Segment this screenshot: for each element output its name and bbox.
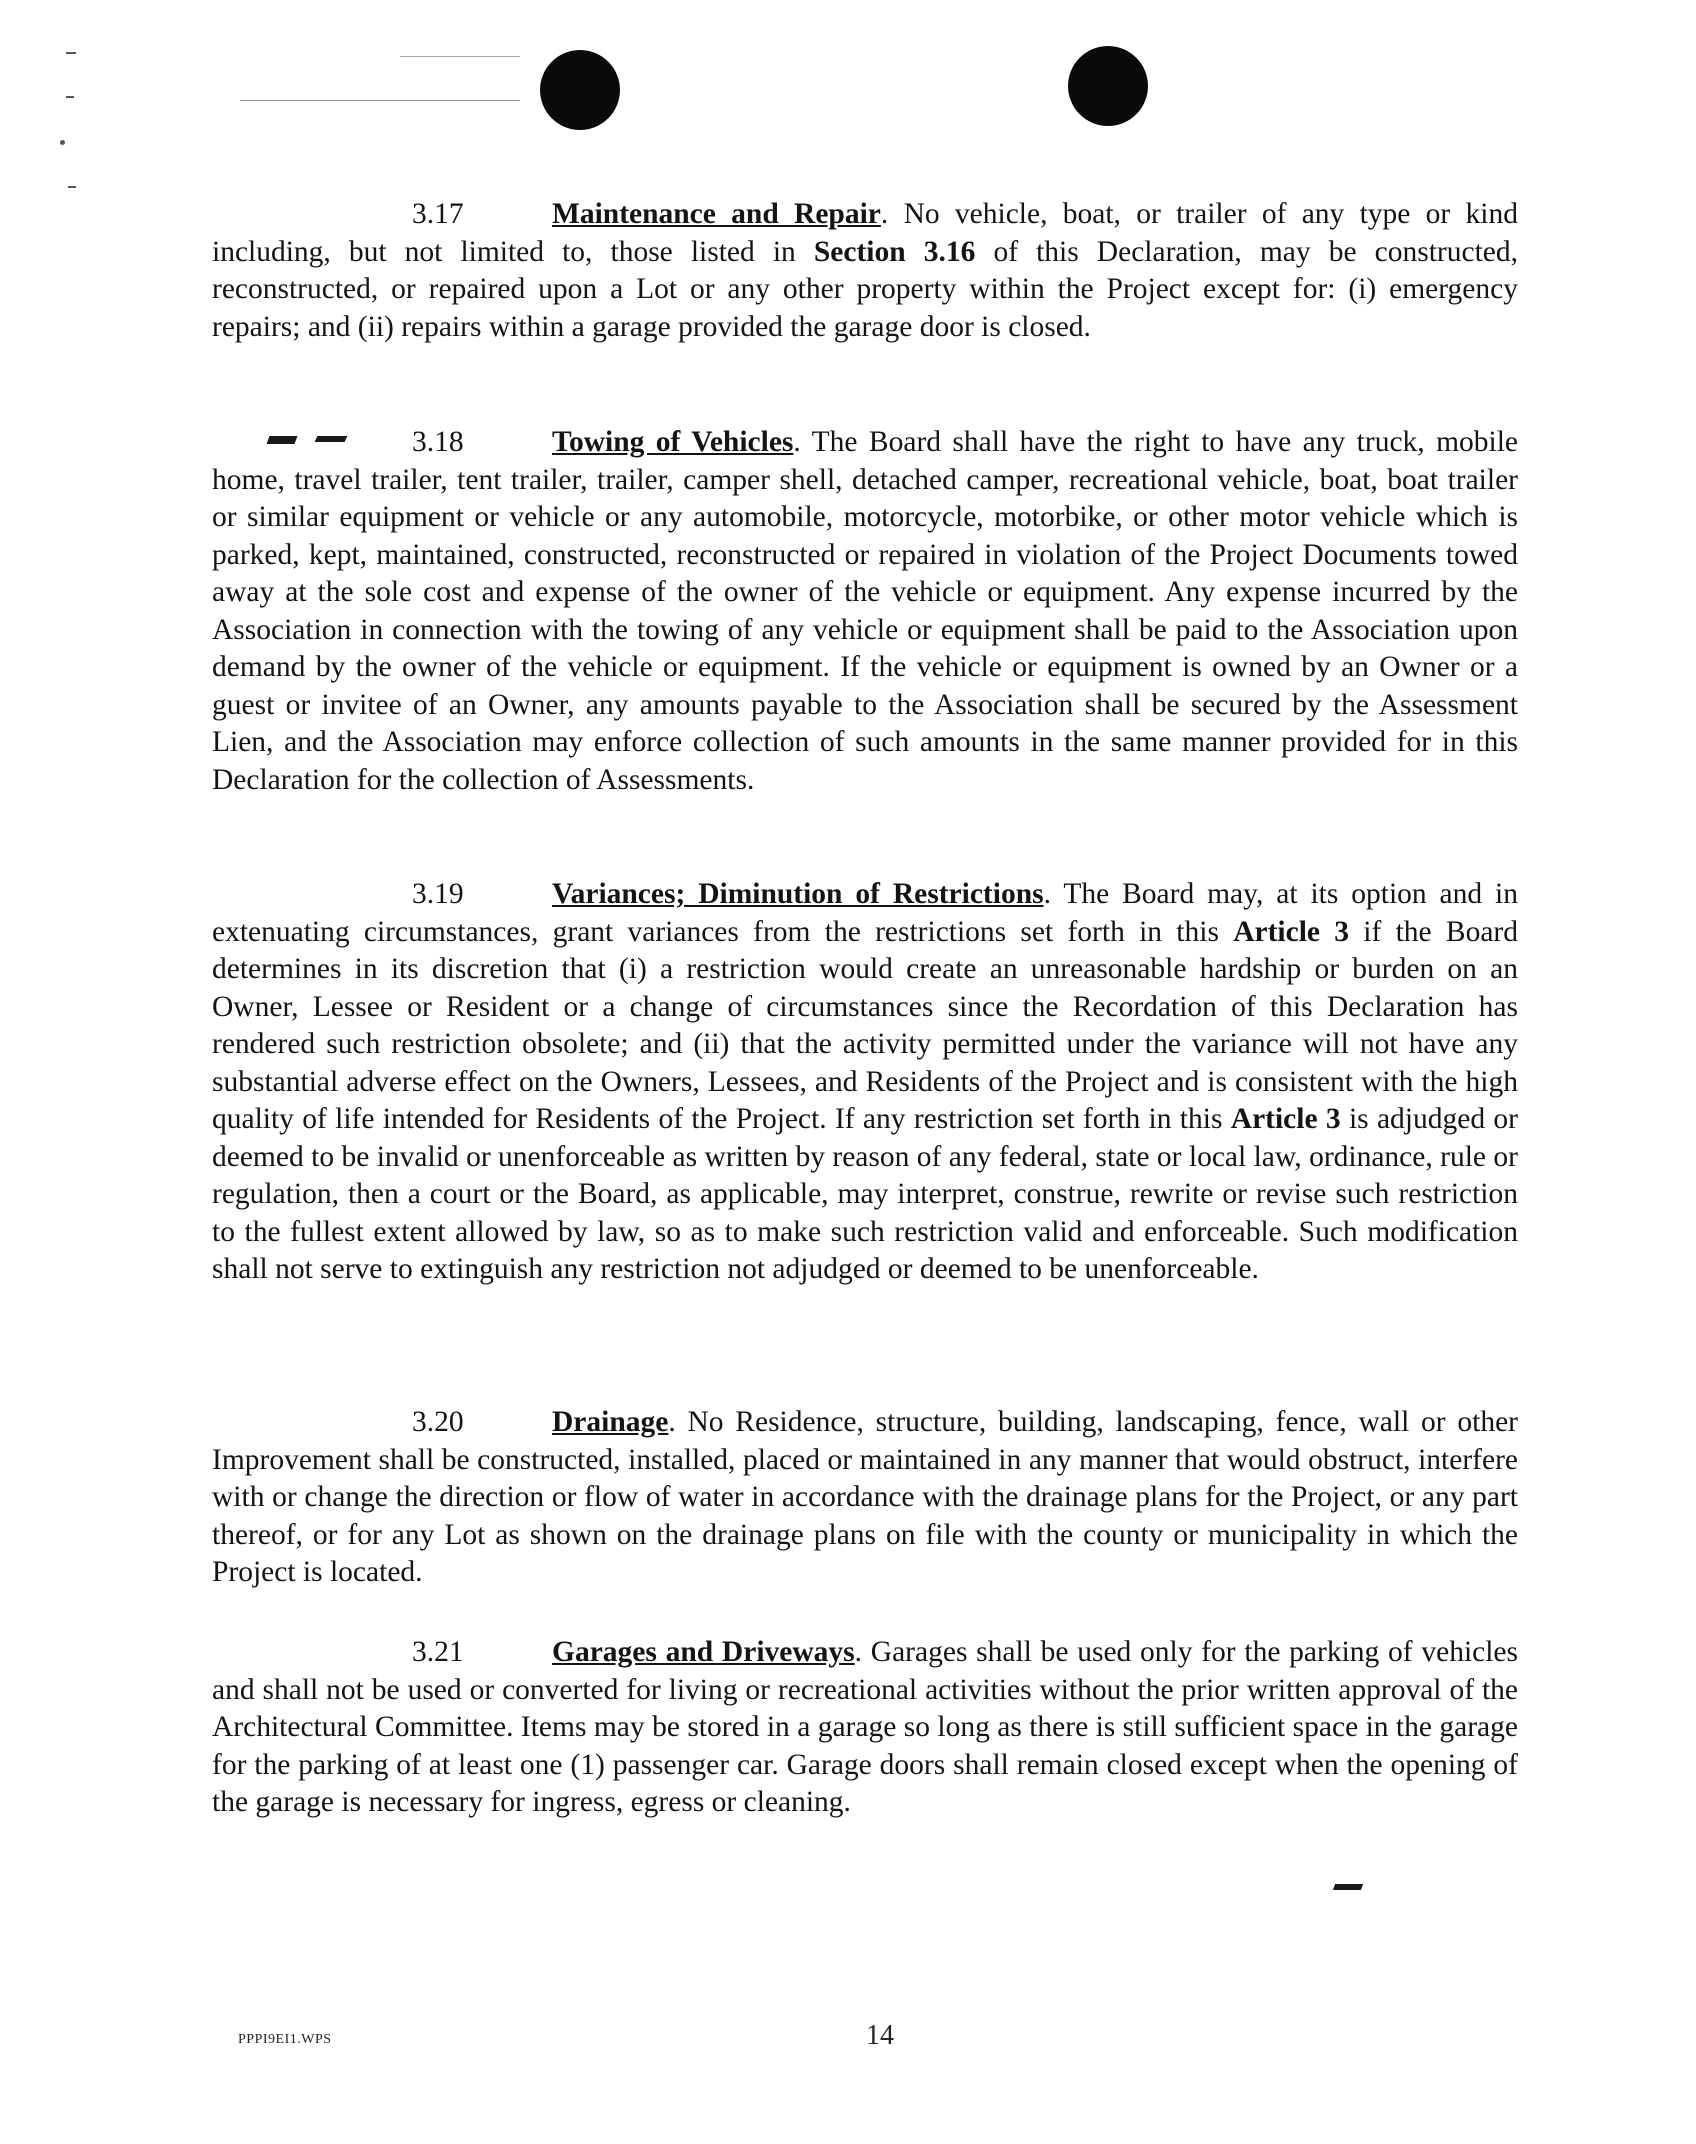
page-number: 14 [866,2020,894,2051]
section-reference: Article 3 [1230,1103,1341,1135]
scan-speck [240,100,520,101]
section-text: if the Board determines in its discretion that (i) a restriction would create an unreasonable hardship or burden on an Owner, Lessee or Resident or a change of circumstances since the Recordation of this Declaration has rendered such restriction obsolete; and (ii) that the activity permitted under the variance will not have any substantial adverse effect on the Owners, Lessees, and Residents of the Project and is consistent with the high quality of life intended for Residents of the Project. If any restriction set forth in this [212,915,1518,1135]
scan-speck [68,186,76,188]
scan-mark [1333,1884,1363,1890]
punch-hole-right [1068,46,1148,126]
section-title: Drainage [552,1406,669,1438]
scan-speck [60,140,65,145]
section-number: 3.18 [412,426,464,458]
section-text: No Residence, structure, building, landscaping, fence, wall or other Improvement shall be constructed, installed, placed or maintained in any manner that would obstruct, interfere with or change the direction or flow of water in accordance with the drainage plans for the Project, or any part thereof, or for any Lot as shown on the drainage plans on file with the county or municipality in which the Project is located. [212,1406,1519,1588]
section-3-21: 3.21 Garages and Driveways. Garages shall be used only for the parking of vehicles and shall not be used or converted for living or recreational activities without the prior written approval of the Architectural Committee. Items may be stored in a garage so long as there is still sufficient space in the garage for the parking of at least one (1) passenger car. Garage doors shall remain closed except when the opening of the garage is necessary for ingress, egress or cleaning. [212,1636,1519,1818]
section-number: 3.20 [412,1406,464,1438]
punch-hole-left [540,50,620,130]
section-text: Garages shall be used only for the parking of vehicles and shall not be used or converted for living or recreational activities without the prior written approval of the Architectural Committee. Items may be stored in a garage so long as there is still sufficient space in the garage for the parking of at least one (1) passenger car. Garage doors shall remain closed except when the opening of the garage is necessary for ingress, egress or cleaning. [212,1636,1519,1818]
scan-speck [66,52,76,54]
footer-file-code: PPPI9EI1.WPS [238,2032,332,2047]
section-title: Garages and Driveways [552,1636,855,1668]
section-text: The Board may, at its option and in extenuating circumstances, grant variances from the restrictions set forth in this [212,878,1518,948]
section-title: Towing of Vehicles [552,426,794,458]
section-text: of this Declaration, may be constructed, reconstructed, or repaired upon a Lot or any other property within the Project except for: (i) emergency repairs; and (ii) repairs within a garage provided the garage door is closed. [212,235,1518,343]
section-reference: Article 3 [1233,915,1350,948]
section-3-17: 3.17 Maintenance and Repair. No vehicle, boat, or trailer of any type or kind including, but not limited to, those listed in Section 3.16 of this Declaration, may be constructed, reconstructed, or repaired upon a Lot or any other property within the Project except for: (i) emergency repairs; and (ii) repairs within a garage provided the garage door is closed. [212,198,1518,343]
section-text: is adjudged or deemed to be invalid or unenforceable as written by reason of any federal, state or local law, ordinance, rule or regulation, then a court or the Board, as applicable, may interpret, construe, rewrite or revise such restriction to the fullest extent allowed by law, so as to make such restriction valid and enforceable. Such modification shall not serve to extinguish any restriction not adjudged or deemed to be unenforceable. [212,1103,1518,1285]
section-text: No vehicle, boat, or trailer of any type or kind including, but not limited to, those listed in [212,198,1518,268]
scan-speck [400,56,520,57]
section-number: 3.21 [412,1636,464,1668]
section-number: 3.19 [412,878,464,910]
scan-speck [66,96,74,98]
section-3-19: 3.19 Variances; Diminution of Restrictions. The Board may, at its option and in extenuating circumstances, grant variances from the restrictions set forth in this Article 3 if the Board determines in its discretion that (i) a restriction would create an unreasonable hardship or burden on an Owner, Lessee or Resident or a change of circumstances since the Recordation of this Declaration has rendered such restriction obsolete; and (ii) that the activity permitted under the variance will not have any substantial adverse effect on the Owners, Lessees, and Residents of the Project and is consistent with the high quality of life intended for Residents of the Project. If any restriction set forth in this Article 3 is adjudged or deemed to be invalid or unenforceable as written by reason of any federal, state or local law, ordinance, rule or regulation, then a court or the Board, as applicable, may interpret, construe, rewrite or revise such restriction to the fullest extent allowed by law, so as to make such restriction valid and enforceable. Such modification shall not serve to extinguish any restriction not adjudged or deemed to be unenforceable. [212,878,1518,1285]
section-3-20: 3.20 Drainage. No Residence, structure, building, landscaping, fence, wall or other Improvement shall be constructed, installed, placed or maintained in any manner that would obstruct, interfere with or change the direction or flow of water in accordance with the drainage plans for the Project, or any part thereof, or for any Lot as shown on the drainage plans on file with the county or municipality in which the Project is located. [212,1406,1519,1588]
section-number: 3.17 [412,198,464,230]
section-title: Maintenance and Repair [552,198,881,230]
section-reference: Section 3.16 [813,235,976,268]
section-3-18: 3.18 Towing of Vehicles. The Board shall have the right to have any truck, mobile home, travel trailer, tent trailer, trailer, camper shell, detached camper, recreational vehicle, boat, boat trailer or similar equipment or vehicle or any automobile, motorcycle, motorbike, or other motor vehicle which is parked, kept, maintained, constructed, reconstructed or repaired in violation of the Project Documents towed away at the sole cost and expense of the owner of the vehicle or equipment. Any expense incurred by the Association in connection with the towing of any vehicle or equipment shall be paid to the Association upon demand by the owner of the vehicle or equipment. If the vehicle or equipment is owned by an Owner or a guest or invitee of an Owner, any amounts payable to the Association shall be secured by the Assessment Lien, and the Association may enforce collection of such amounts in the same manner provided for in this Declaration for the collection of Assessments. [212,426,1519,796]
section-text: The Board shall have the right to have any truck, mobile home, travel trailer, tent trailer, trailer, camper shell, detached camper, recreational vehicle, boat, boat trailer or similar equipment or vehicle or any automobile, motorcycle, motorbike, or other motor vehicle which is parked, kept, maintained, constructed, reconstructed or repaired in violation of the Project Documents towed away at the sole cost and expense of the owner of the vehicle or equipment. Any expense incurred by the Association in connection with the towing of any vehicle or equipment shall be paid to the Association upon demand by the owner of the vehicle or equipment. If the vehicle or equipment is owned by an Owner or a guest or invitee of an Owner, any amounts payable to the Association shall be secured by the Assessment Lien, and the Association may enforce collection of such amounts in the same manner provided for in this Declaration for the collection of Assessments. [212,426,1519,796]
section-title: Variances; Diminution of Restrictions [552,878,1044,910]
